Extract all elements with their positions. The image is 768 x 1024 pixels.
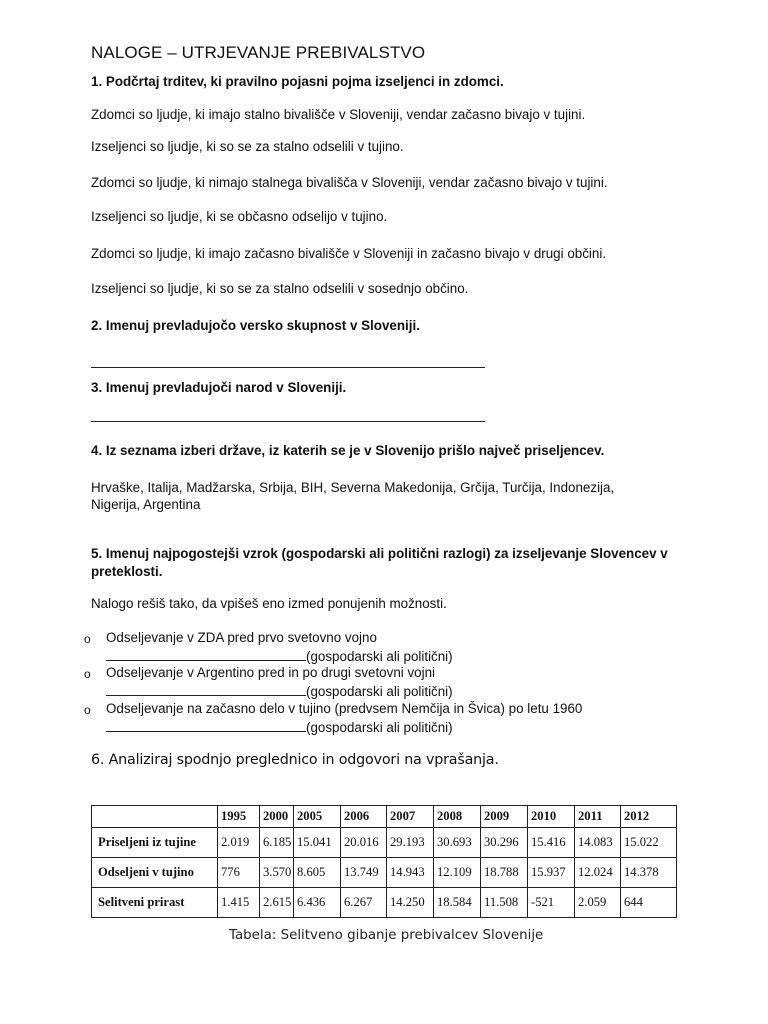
row-header: Odseljeni v tujino — [92, 858, 218, 888]
year-header: 2006 — [341, 806, 387, 828]
q5-item-hint: (gospodarski ali politični) — [306, 684, 453, 699]
table-caption: Tabela: Selitveno gibanje prebivalcev Slovenije — [229, 928, 544, 943]
year-header: 2010 — [528, 806, 575, 828]
table-cell: 18.584 — [434, 888, 481, 918]
answer-blank[interactable] — [106, 719, 306, 732]
answer-line-q2[interactable] — [91, 367, 485, 368]
year-header: 1995 — [218, 806, 260, 828]
question-5: 5. Imenuj najpogostejši vzrok (gospodarski ali politični razlogi) za izseljevanje Slovencev v — [91, 546, 668, 561]
table-cell: 12.024 — [575, 858, 621, 888]
table-cell: 30.296 — [481, 828, 528, 858]
q5-item-hint: (gospodarski ali politični) — [306, 649, 453, 664]
answer-blank[interactable] — [106, 683, 306, 696]
table-cell: 15.937 — [528, 858, 575, 888]
table-cell: 8.605 — [294, 858, 341, 888]
table-cell: 29.193 — [387, 828, 434, 858]
page-title: NALOGE – UTRJEVANJE PREBIVALSTVO — [91, 43, 426, 62]
table-cell: 2.059 — [575, 888, 621, 918]
table-cell: 14.943 — [387, 858, 434, 888]
table-cell: 15.416 — [528, 828, 575, 858]
table-cell: 644 — [621, 888, 677, 918]
table-cell: 14.083 — [575, 828, 621, 858]
year-header: 2008 — [434, 806, 481, 828]
question-2: 2. Imenuj prevladujočo versko skupnost v Sloveniji. — [91, 318, 420, 333]
q5-item-label: Odseljevanje v Argentino pred in po drugi svetovni vojni — [106, 665, 436, 680]
answer-blank[interactable] — [106, 648, 306, 661]
table-row — [92, 888, 677, 918]
row-header: Priseljeni iz tujine — [92, 828, 218, 858]
q1-option[interactable]: Izseljenci so ljudje, ki se občasno odselijo v tujino. — [91, 209, 388, 224]
table-row — [92, 828, 677, 858]
bullet-icon: o — [84, 703, 91, 717]
table-cell: 3.570 — [260, 858, 294, 888]
q5-item-answer — [106, 719, 453, 735]
q1-option[interactable]: Izseljenci so ljudje, ki so se za stalno odselili v sosednjo občino. — [91, 281, 469, 296]
year-header: 2011 — [575, 806, 621, 828]
table-header-row — [92, 806, 677, 828]
question-5-cont: preteklosti. — [91, 564, 163, 579]
question-3: 3. Imenuj prevladujoči narod v Sloveniji. — [91, 380, 347, 395]
table-cell: 15.041 — [294, 828, 341, 858]
q5-item-answer — [106, 648, 453, 664]
table-cell: 15.022 — [621, 828, 677, 858]
row-header: Selitveni prirast — [92, 888, 218, 918]
table-cell: 1.415 — [218, 888, 260, 918]
q1-option[interactable]: Izseljenci so ljudje, ki so se za stalno odselili v tujino. — [91, 139, 404, 154]
q5-item-answer — [106, 683, 453, 699]
table-corner-cell — [92, 806, 218, 828]
table-cell: 2.019 — [218, 828, 260, 858]
answer-line-q3[interactable] — [91, 421, 485, 422]
q1-option[interactable]: Zdomci so ljudje, ki nimajo stalnega bivališča v Sloveniji, vendar začasno bivajo v tujini. — [91, 175, 608, 190]
table-cell: 14.378 — [621, 858, 677, 888]
table-cell: 12.109 — [434, 858, 481, 888]
year-header: 2009 — [481, 806, 528, 828]
q5-instruction: Nalogo rešiš tako, da vpišeš eno izmed ponujenih možnosti. — [91, 596, 447, 611]
q4-country-list: Hrvaške, Italija, Madžarska, Srbija, BIH, Severna Makedonija, Grčija, Turčija, Indonezija, — [91, 480, 615, 495]
table-row — [92, 858, 677, 888]
table-cell: 6.267 — [341, 888, 387, 918]
question-4: 4. Iz seznama izberi države, iz katerih se je v Slovenijo prišlo največ priseljencev. — [91, 443, 605, 458]
question-6: 6. Analiziraj spodnjo preglednico in odgovori na vprašanja. — [91, 752, 499, 768]
year-header: 2005 — [294, 806, 341, 828]
table-cell: 30.693 — [434, 828, 481, 858]
q5-item-label: Odseljevanje v ZDA pred prvo svetovno vojno — [106, 630, 377, 645]
q5-item-label: Odseljevanje na začasno delo v tujino (predvsem Nemčija in Švica) po letu 1960 — [106, 701, 583, 716]
q1-option[interactable]: Zdomci so ljudje, ki imajo začasno bivališče v Sloveniji in začasno bivajo v drugi občini. — [91, 246, 607, 261]
bullet-icon: o — [84, 667, 91, 681]
q5-item-hint: (gospodarski ali politični) — [306, 720, 453, 735]
year-header: 2012 — [621, 806, 677, 828]
q4-country-list-cont: Nigerija, Argentina — [91, 497, 201, 512]
table-cell: 2.615 — [260, 888, 294, 918]
table-cell: 13.749 — [341, 858, 387, 888]
question-1: 1. Podčrtaj trditev, ki pravilno pojasni pojma izseljenci in zdomci. — [91, 74, 504, 89]
table-cell: 6.436 — [294, 888, 341, 918]
migration-table — [91, 805, 677, 918]
bullet-icon: o — [84, 632, 91, 646]
table-cell: -521 — [528, 888, 575, 918]
table-cell: 776 — [218, 858, 260, 888]
q1-option[interactable]: Zdomci so ljudje, ki imajo stalno bivališče v Sloveniji, vendar začasno bivajo v tujini. — [91, 107, 586, 122]
table-cell: 20.016 — [341, 828, 387, 858]
table-cell: 14.250 — [387, 888, 434, 918]
year-header: 2000 — [260, 806, 294, 828]
table-cell: 6.185 — [260, 828, 294, 858]
table-cell: 11.508 — [481, 888, 528, 918]
table-cell: 18.788 — [481, 858, 528, 888]
year-header: 2007 — [387, 806, 434, 828]
